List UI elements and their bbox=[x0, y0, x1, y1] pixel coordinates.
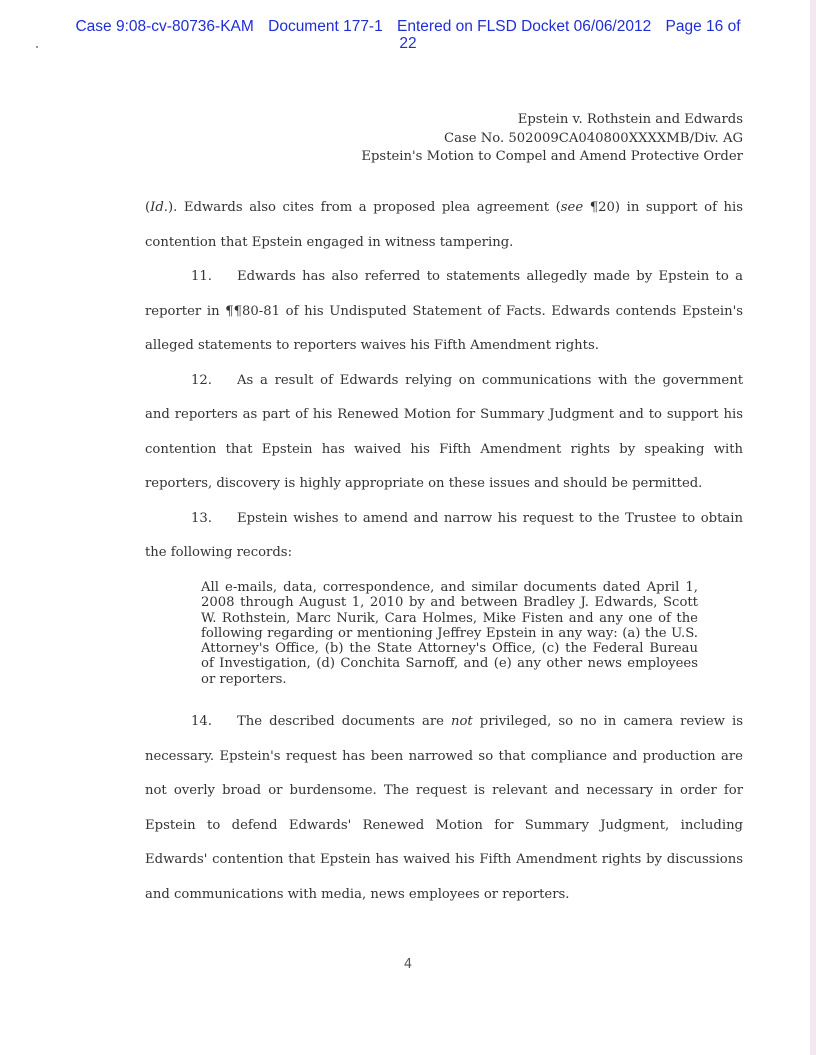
paragraph-12 bbox=[145, 364, 743, 502]
docket-stamp bbox=[0, 18, 816, 52]
paragraph-13 bbox=[145, 502, 743, 571]
case-number: Case 9:08-cv-80736-KAM bbox=[75, 18, 254, 35]
text-run: ( bbox=[145, 200, 151, 215]
citation-see: see bbox=[560, 200, 584, 215]
paragraph-number: 14. bbox=[191, 714, 212, 729]
citation-id: Id. bbox=[150, 200, 168, 215]
paragraph-number: 11. bbox=[191, 269, 212, 284]
caption-case-no: Case No. 502009CA040800XXXXMB/Div. AG bbox=[444, 130, 743, 146]
scan-speck bbox=[36, 46, 38, 48]
paragraph-text: Edwards has also referred to statements allegedly made by Epstein to a reporter in ¶¶80-81 of his Undisputed Statement of Facts. Edwards contends Epstein's alleged statements to reporters waives his Fifth Amendment rights. bbox=[145, 269, 743, 353]
document-number: Document 177-1 bbox=[268, 18, 383, 35]
text-run: privileged, so no in camera review is necessary. Epstein's request has been narrowed so that compliance and production are not overly broad or burdensome. The request is relevant and necessary in order for Epstein to defend Edwards' Renewed Motion for Summary Judgment, including Edwards' contention that Epstein has waived his Fifth Amendment rights by discussions and communications with media, news employees or reporters. bbox=[145, 714, 743, 902]
paragraph-text: As a result of Edwards relying on communications with the government and reporters as part of his Renewed Motion for Summary Judgment and to support his contention that Epstein has waived his Fifth Amendment rights by speaking with reporters, discovery is highly appropriate on these issues and should be permitted. bbox=[145, 372, 743, 491]
caption-title: Epstein's Motion to Compel and Amend Protective Order bbox=[361, 149, 743, 164]
docket-stamp-line-1 bbox=[0, 18, 816, 35]
paragraph-14 bbox=[145, 705, 743, 912]
text-run: ¶20) in support of his contention that Epstein engaged in witness tampering. bbox=[145, 200, 743, 250]
text-run: ). Edwards also cites from a proposed plea agreement ( bbox=[168, 200, 561, 215]
body-upper bbox=[145, 191, 743, 571]
paragraph-number: 13. bbox=[191, 510, 212, 526]
paragraph-11 bbox=[145, 260, 743, 364]
paragraph-text: Epstein wishes to amend and narrow his request to the Trustee to obtain the following records: bbox=[145, 510, 743, 560]
text-run: The described documents are bbox=[237, 714, 451, 729]
paragraph-number: 12. bbox=[191, 372, 212, 388]
body-lower bbox=[145, 705, 743, 912]
entered-date: Entered on FLSD Docket 06/06/2012 bbox=[397, 18, 652, 35]
page-number: 4 bbox=[403, 957, 413, 972]
caption-parties: Epstein v. Rothstein and Edwards bbox=[517, 112, 743, 127]
page-of: Page 16 of bbox=[665, 18, 741, 35]
page-total: 22 bbox=[399, 35, 417, 52]
emphasis-not: not bbox=[450, 714, 473, 729]
page-edge bbox=[810, 0, 816, 1055]
paragraph-continued bbox=[145, 191, 743, 260]
records-request-quote: All e-mails, data, correspondence, and similar documents dated April 1, 2008 through August 1, 2010 by and between Bradley J. Edwards, Scott W. Rothstein, Marc Nurik, Cara Holmes, Mike Fisten and any one of the following regarding or mentioning Jeffrey Epstein in any way: (a) the U.S. Attorney's Office, (b) the State Attorney's Office, (c) the Federal Bureau of Investigation, (d) Conchita Sarnoff, and (e) any other news employees or reporters. bbox=[201, 580, 698, 687]
case-caption bbox=[361, 111, 743, 167]
